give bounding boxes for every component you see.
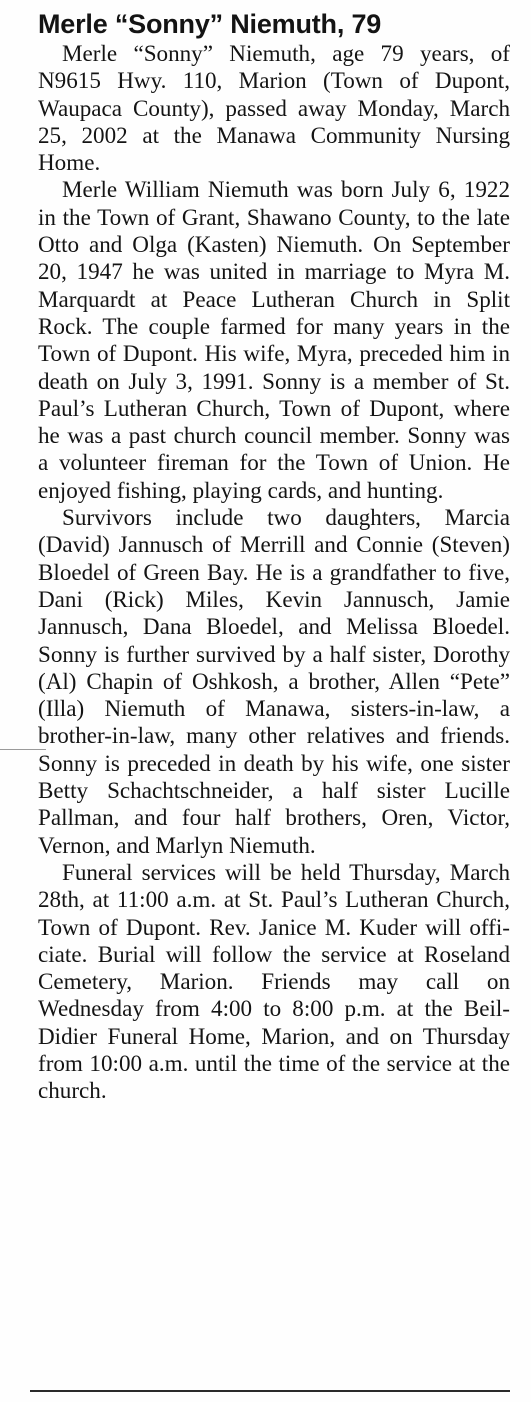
obituary-column [38, 8, 510, 1105]
paragraph-survivors: Survivors include two daughters, Marcia (David) Jannusch of Merrill and Connie (Steven) Bloedel of Green Bay. He is a grandfather to five, Dani (Rick) Miles, Kevin Jannusch, Jamie Jannusch, Dana Bloedel, and Melissa Bloedel. Sonny is further survived by a half sister, Dorothy (Al) Chapin of Oshkosh, a brother, Allen “Pete” (Illa) Niemuth of Manawa, sisters-in-law, a brother-in-law, many other relatives and friends. Sonny is preceded in death by his wife, one sister Betty Schachtschneider, a half sister Lucille Pallman, and four half brothers, Oren, Victor, Vernon, and Marlyn Niemuth. [38, 504, 510, 858]
scan-margin-mark [0, 749, 46, 750]
paragraph-death-notice: Merle “Sonny” Niemuth, age 79 years, of N9615 Hwy. 110, Marion (Town of Dupont, Waupaca County), passed away Monday, March 25, 2002 at the Manawa Community Nursing Home. [38, 40, 510, 176]
bottom-rule [30, 1390, 510, 1392]
paragraph-funeral-services: Funeral services will be held Thursday, March 28th, at 11:00 a.m. at St. Paul’s Lutheran Church, Town of Dupont. Rev. Janice M. Kuder will officiate. Burial will follow the service at Roseland Cemetery, Marion. Friends may call on Wednesday from 4:00 to 8:00 p.m. at the Beil-Didier Funeral Home, Marion, and on Thursday from 10:00 a.m. until the time of the service at the church. [38, 858, 510, 1104]
obituary-headline: Merle “Sonny” Niemuth, 79 [38, 9, 382, 39]
paragraph-biography: Merle William Niemuth was born July 6, 1922 in the Town of Grant, Shawano County, to the late Otto and Olga (Kasten) Niemuth. On September 20, 1947 he was united in marriage to Myra M. Marquardt at Peace Lutheran Church in Split Rock. The couple farmed for many years in the Town of Dupont. His wife, Myra, preceded him in death on July 3, 1991. Sonny is a member of St. Paul’s Lutheran Church, Town of Dupont, where he was a past church council member. Sonny was a volunteer fireman for the Town of Union. He enjoyed fishing, playing cards, and hunting. [38, 176, 510, 503]
